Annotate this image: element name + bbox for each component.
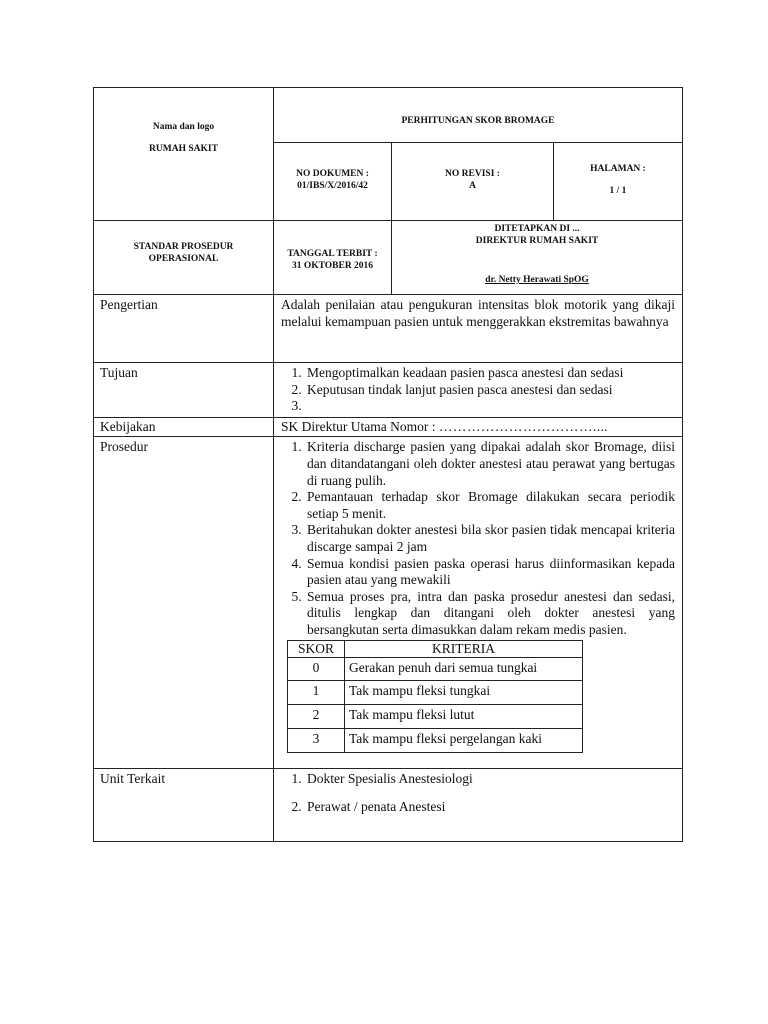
approval-cell	[392, 221, 683, 295]
sop-cell	[94, 221, 274, 295]
prosedur-content	[274, 437, 683, 769]
page-label: HALAMAN :	[590, 164, 646, 174]
hospital-label: RUMAH SAKIT	[149, 144, 218, 154]
prosedur-list	[281, 439, 675, 638]
criteria-cell: Gerakan penuh dari semua tungkai	[345, 657, 583, 680]
criteria-cell: Tak mampu fleksi lutut	[345, 704, 583, 728]
set-at-label: DITETAPKAN DI ...	[494, 224, 580, 234]
doc-no-value: 01/IBS/X/2016/42	[297, 181, 368, 191]
score-cell: 2	[288, 704, 345, 728]
list-item: 2. Perawat / penata Anestesi	[305, 799, 675, 816]
issue-date-value: 31 OKTOBER 2016	[291, 261, 374, 271]
document-title: PERHITUNGAN SKOR BROMAGE	[401, 116, 555, 126]
doc-no-label: NO DOKUMEN :	[296, 169, 369, 179]
issue-date-label: TANGGAL TERBIT :	[287, 249, 378, 259]
unit-terkait-content	[274, 769, 683, 842]
director-label: DIREKTUR RUMAH SAKIT	[475, 236, 599, 246]
list-item: 1. Dokter Spesialis Anestesiologi	[305, 771, 675, 788]
revision-value: A	[469, 181, 476, 191]
kebijakan-label: Kebijakan	[94, 417, 274, 437]
score-cell: 1	[288, 680, 345, 704]
sop-label: STANDAR PROSEDUR	[133, 242, 234, 252]
doc-no-cell	[274, 143, 392, 221]
list-item: 2. Pemantauan terhadap skor Bromage dilakukan secara periodik setiap 5 menit.	[305, 489, 675, 522]
criteria-cell: Tak mampu fleksi pergelangan kaki	[345, 728, 583, 752]
logo-label: Nama dan logo	[152, 122, 215, 132]
list-item: 5. Semua proses pra, intra dan paska prosedur anestesi dan sedasi, ditulis lengkap dan ditangani oleh dokter anestesi yang bersangkutan serta dimasukkan dalam rekam medis pasien.	[305, 589, 675, 639]
sop-label-2: OPERASIONAL	[148, 254, 219, 264]
prosedur-label: Prosedur	[94, 437, 274, 769]
table-row	[288, 704, 583, 728]
title-cell	[274, 88, 683, 143]
list-item: 4. Semua kondisi pasien paska operasi harus diinformasikan kepada pasien atau yang mewakili	[305, 556, 675, 589]
table-row	[288, 680, 583, 704]
tujuan-list	[281, 365, 675, 415]
sop-document	[93, 87, 682, 842]
revision-cell	[392, 143, 554, 221]
tujuan-content	[274, 363, 683, 418]
revision-label: NO REVISI :	[445, 169, 500, 179]
list-item	[305, 398, 675, 415]
list-item: 1. Mengoptimalkan keadaan pasien pasca anestesi dan sedasi	[305, 365, 675, 382]
tujuan-label: Tujuan	[94, 363, 274, 418]
logo-cell	[94, 88, 274, 221]
bromage-score-table	[287, 640, 583, 753]
score-header: SKOR	[288, 640, 345, 657]
page-value: 1 / 1	[609, 186, 627, 196]
pengertian-text: Adalah penilaian atau pengukuran intensitas blok motorik yang dikaji melalui kemampuan pasien untuk menggerakkan ekstremitas bawahnya	[274, 295, 683, 363]
kebijakan-dots-end: ..	[600, 418, 608, 434]
list-item: 3. Beritahukan dokter anestesi bila skor pasien tidak mencapai kriteria discarge sampai 2 jam	[305, 522, 675, 555]
kebijakan-dots: ……………………………..	[438, 418, 601, 434]
pengertian-label: Pengertian	[94, 295, 274, 363]
table-row	[288, 657, 583, 680]
kebijakan-text: SK Direktur Utama Nomor :	[281, 418, 436, 434]
criteria-cell: Tak mampu fleksi tungkai	[345, 680, 583, 704]
table-row	[288, 728, 583, 752]
list-item: 2. Keputusan tindak lanjut pasien pasca anestesi dan sedasi	[305, 382, 675, 399]
list-item: 1. Kriteria discharge pasien yang dipakai adalah skor Bromage, diisi dan ditandatangani oleh dokter anestesi atau perawat yang bertugas di ruang pulih.	[305, 439, 675, 489]
score-cell: 3	[288, 728, 345, 752]
sop-table	[93, 87, 683, 842]
kebijakan-content	[274, 417, 683, 437]
page-cell	[554, 143, 683, 221]
signatory-name: dr. Netty Herawati SpOG	[485, 275, 589, 285]
unit-terkait-label: Unit Terkait	[94, 769, 274, 842]
issue-date-cell	[274, 221, 392, 295]
score-cell: 0	[288, 657, 345, 680]
unit-terkait-list	[281, 771, 675, 815]
criteria-header: KRITERIA	[345, 640, 583, 657]
